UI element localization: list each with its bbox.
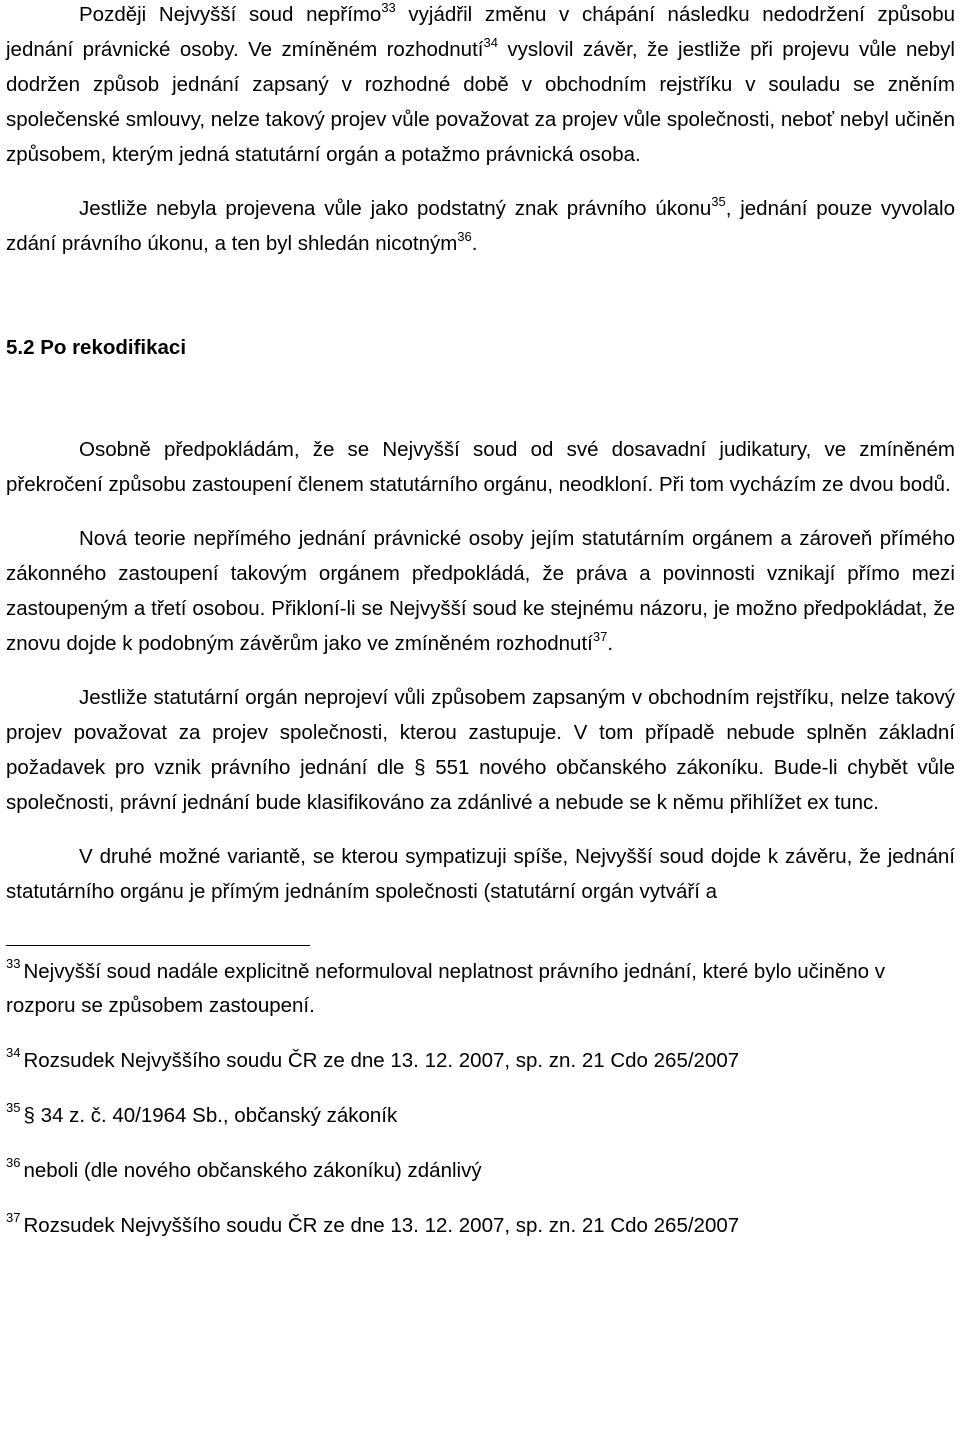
paragraph-4-text-b: . — [607, 632, 614, 655]
paragraph-5 — [6, 680, 955, 820]
paragraph-2-text-b: , jednání pouze vyvolalo zdání právního úkonu, a ten byl shledán nicotným — [6, 197, 955, 255]
paragraph-5-text: Jestliže statutární orgán neprojeví vůli způsobem zapsaným v obchodním rejstříku, nelze takový projev považovat za projev společnosti, kterou zastupuje. V tom případě nebude splněn základní požadavek pro vznik právního jednání dle § 551 nového občanského zákoníku. Bude-li chybět vůle společnosti, právní jednání bude klasifikováno za zdánlivé a nebude se k němu přihlížet ex tunc. — [6, 686, 955, 814]
footnote-36 — [6, 1154, 955, 1188]
paragraph-2-text-a: Jestliže nebyla projevena vůle jako podstatný znak právního úkonu — [79, 197, 712, 220]
footnote-number: 35 — [6, 1100, 21, 1115]
paragraph-3-text: Osobně předpokládám, že se Nejvyšší soud od své dosavadní judikatury, ve zmíněném překročení způsobu zastoupení členem statutárního orgánu, neodkloní. Při tom vycházím ze dvou bodů. — [6, 438, 955, 496]
footnote-separator — [6, 945, 310, 946]
footnote-ref-34[interactable]: 34 — [483, 35, 498, 50]
footnote-text: § 34 z. č. 40/1964 Sb., občanský zákoník — [23, 1104, 398, 1127]
paragraph-2-text-c: . — [471, 232, 478, 255]
document-page — [6, 0, 955, 1243]
footnote-34 — [6, 1044, 955, 1078]
footnote-ref-33[interactable]: 33 — [381, 0, 396, 15]
paragraph-1 — [6, 0, 955, 172]
footnote-number: 36 — [6, 1155, 21, 1170]
footnote-text: neboli (dle nového občanského zákoníku) zdánlivý — [23, 1159, 482, 1182]
footnote-number: 37 — [6, 1210, 21, 1225]
section-heading: 5.2 Po rekodifikaci — [6, 336, 187, 359]
footnote-text: Nejvyšší soud nadále explicitně neformuloval neplatnost právního jednání, které bylo učiněno v rozporu se způsobem zastoupení. — [6, 960, 885, 1017]
paragraph-2 — [6, 191, 955, 261]
paragraph-6-text: V druhé možné variantě, se kterou sympatizuji spíše, Nejvyšší soud dojde k závěru, že jednání statutárního orgánu je přímým jednáním společnosti (statutární orgán vytváří a — [6, 845, 955, 903]
paragraph-4-text-a: Nová teorie nepřímého jednání právnické osoby jejím statutárním orgánem a zároveň přímého zákonného zastoupení takovým orgánem předpokládá, že práva a povinnosti vznikají přímo mezi zastoupeným a třetí osobou. Přikloní-li se Nejvyšší soud ke stejnému názoru, je možno předpokládat, že znovu dojde k podobným závěrům jako ve zmíněném rozhodnutí — [6, 527, 955, 655]
footnote-ref-37[interactable]: 37 — [592, 629, 608, 644]
paragraph-1-text-c: vyslovil závěr, že jestliže při projevu vůle nebyl dodržen způsob jednání zapsaný v rozhodné době v obchodním rejstříku v souladu se zněním společenské smlouvy, nelze takový projev vůle považovat za projev vůle společnosti, neboť nebyl učiněn způsobem, kterým jedná statutární orgán a potažmo právnická osoba. — [6, 38, 955, 166]
paragraph-1-text-a: Později Nejvyšší soud nepřímo — [79, 3, 382, 26]
footnote-ref-35[interactable]: 35 — [711, 194, 726, 209]
footnote-37 — [6, 1209, 955, 1243]
footnote-text: Rozsudek Nejvyššího soudu ČR ze dne 13. 12. 2007, sp. zn. 21 Cdo 265/2007 — [23, 1049, 740, 1072]
footnote-text: Rozsudek Nejvyššího soudu ČR ze dne 13. 12. 2007, sp. zn. 21 Cdo 265/2007 — [23, 1214, 740, 1237]
footnote-number: 34 — [6, 1045, 21, 1060]
footnote-number: 33 — [6, 956, 21, 971]
paragraph-3 — [6, 432, 955, 502]
footnote-ref-36[interactable]: 36 — [457, 229, 472, 244]
paragraph-4 — [6, 521, 955, 661]
footnote-35 — [6, 1099, 955, 1133]
footnote-33 — [6, 955, 955, 1023]
paragraph-1-text-b: vyjádřil změnu v chápání následku nedodržení způsobu jednání právnické osoby. Ve zmíněném rozhodnutí — [6, 3, 956, 61]
paragraph-6 — [6, 839, 955, 909]
